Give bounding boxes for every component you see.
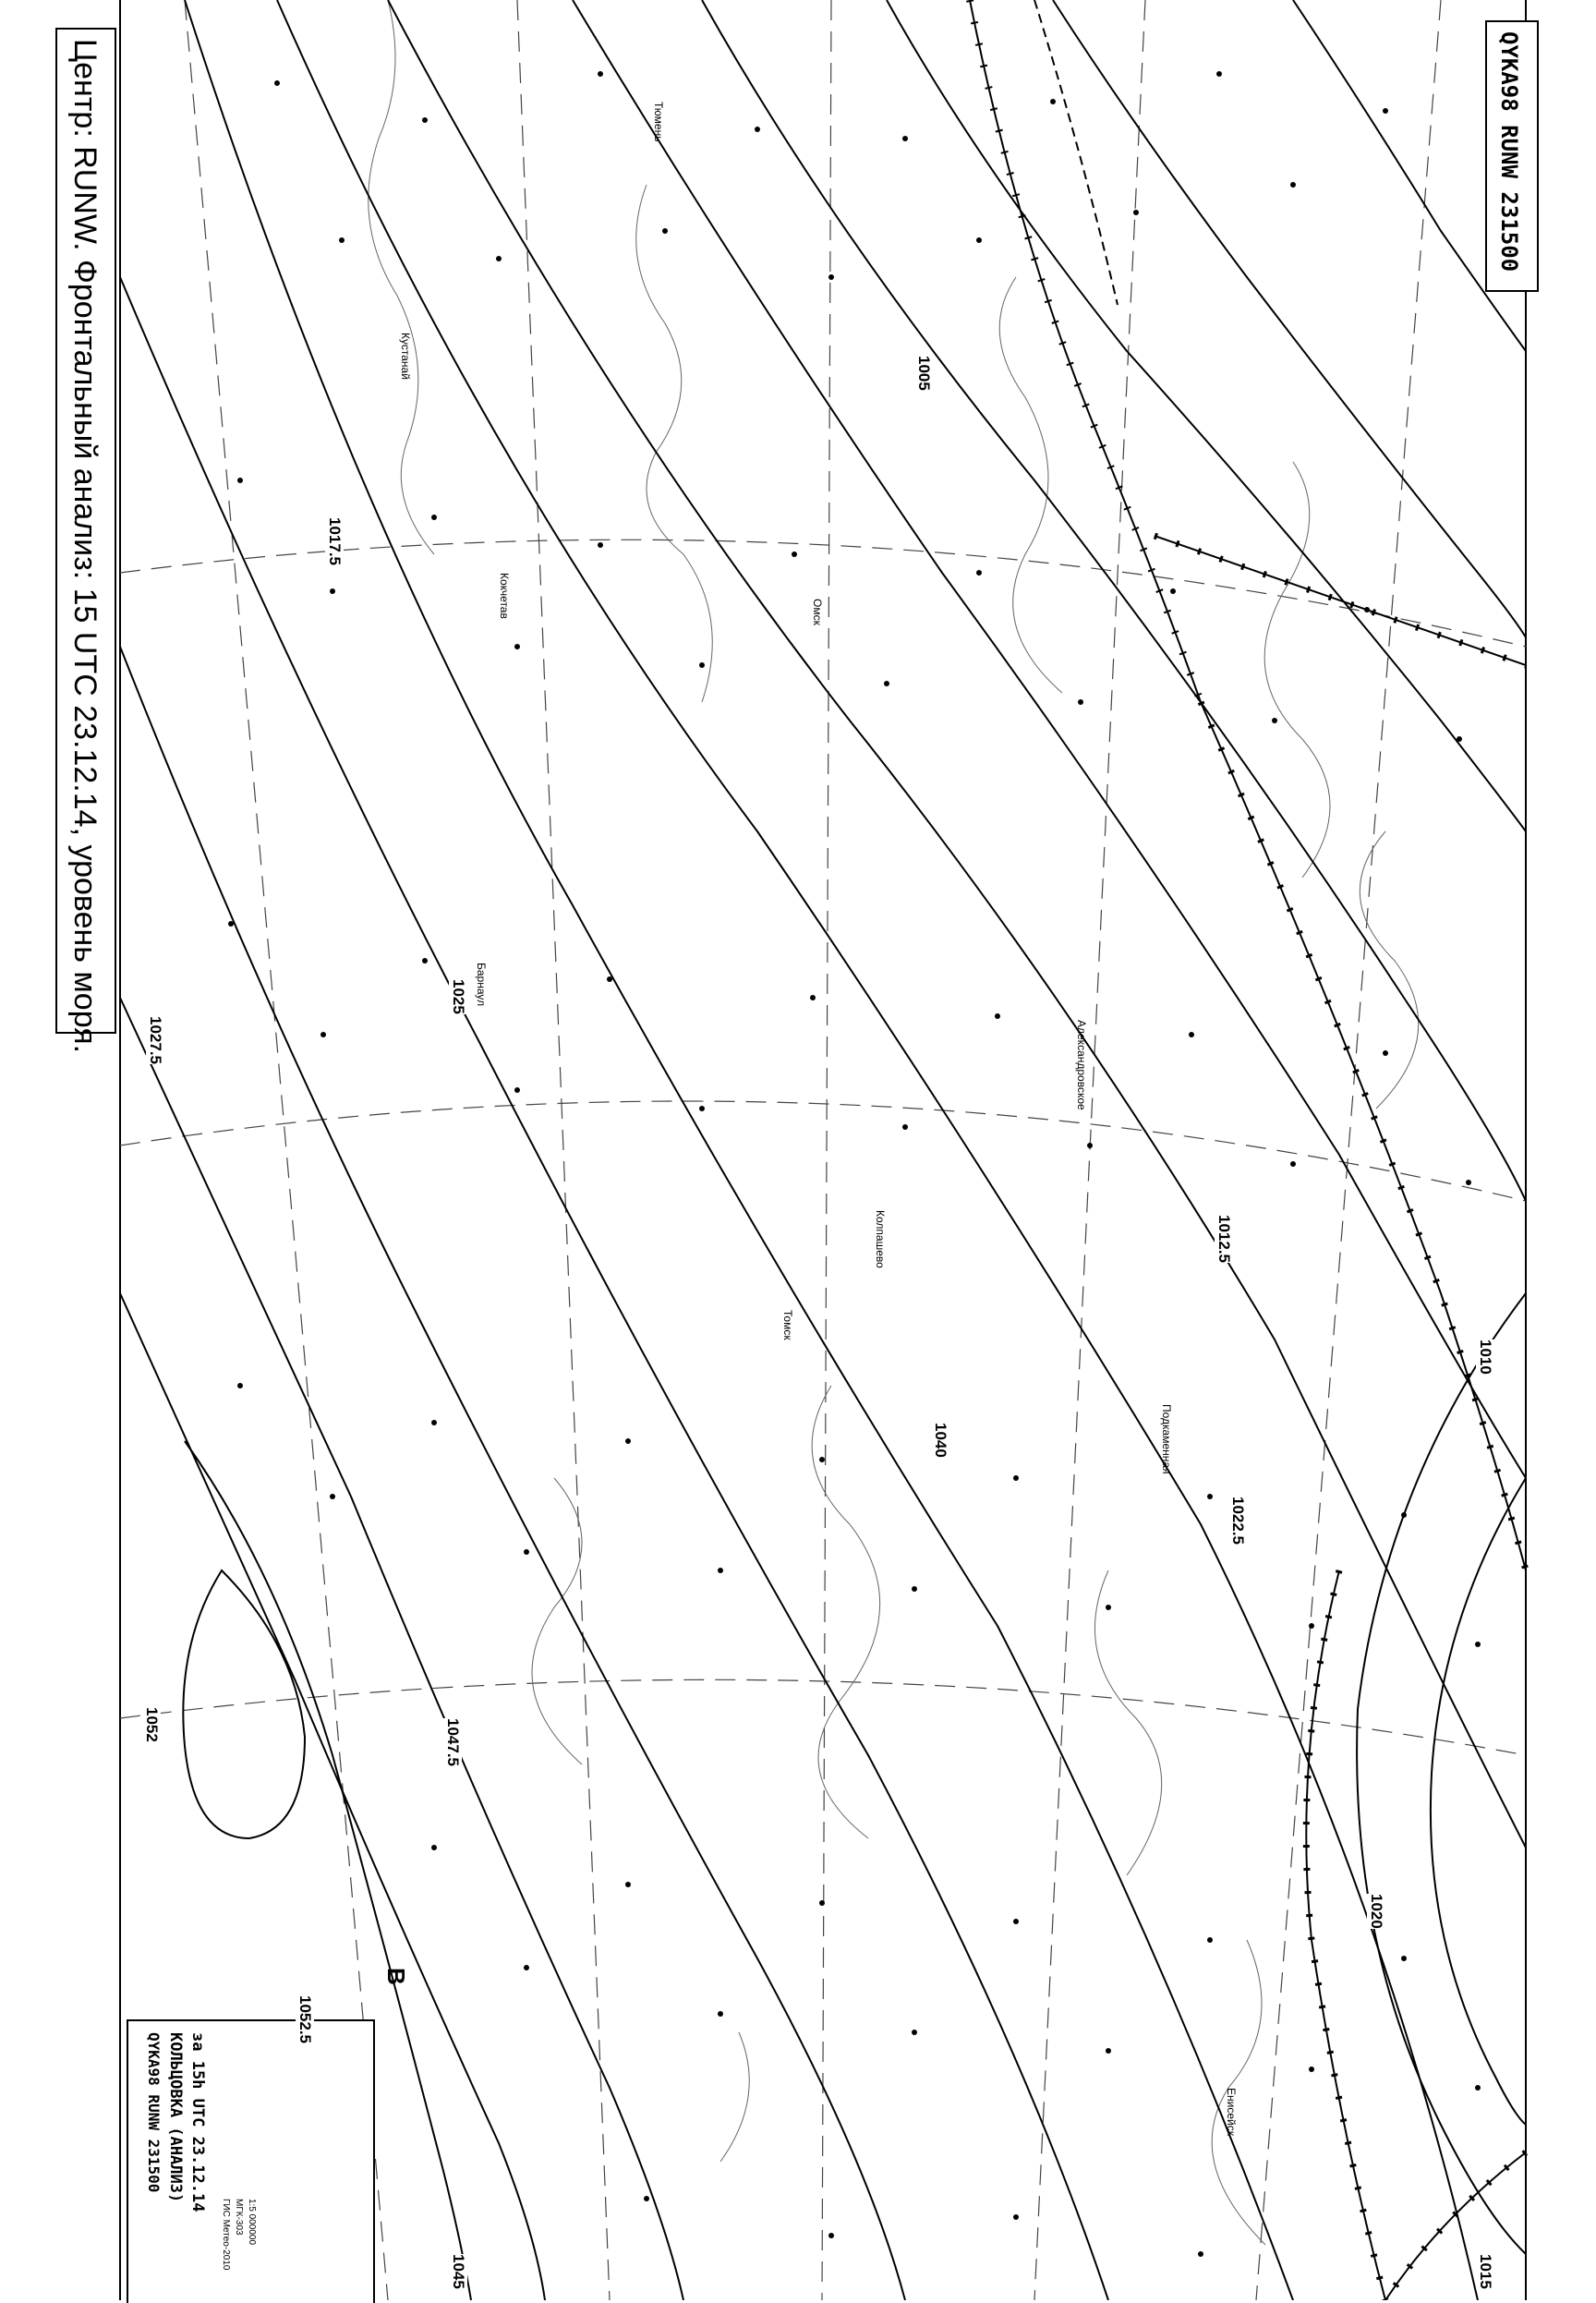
- isobar-label: 1052.5: [296, 1995, 314, 2043]
- isobar-label: 1017.5: [326, 517, 344, 565]
- isobar-label: 1022.5: [1229, 1497, 1247, 1545]
- high-pressure-center: В: [382, 1968, 410, 1985]
- isobar-label: 1010: [1477, 1339, 1494, 1375]
- station-name: Подкаменная: [1160, 1404, 1173, 1474]
- header-code: QYKA98 RUNW 231500: [1496, 31, 1522, 273]
- station-name: Кокчетав: [498, 573, 511, 619]
- isobar-label: 1012.5: [1215, 1215, 1233, 1263]
- info-box: [127, 2019, 375, 2303]
- isobar-label: 1052: [143, 1707, 161, 1742]
- info-software: ГИС Метео-2010: [221, 2199, 231, 2271]
- station-name: Томск: [781, 1310, 794, 1340]
- station-name: Омск: [811, 599, 824, 625]
- station-name: Барнаул: [475, 963, 488, 1007]
- info-line-2: КОЛЬЦОВКА (АНАЛИЗ): [166, 2032, 185, 2203]
- station-name: Енисейск: [1225, 2088, 1238, 2136]
- info-line-3: за 15h UTC 23.12.14: [188, 2032, 207, 2212]
- isobar-label: 1005: [915, 356, 933, 391]
- isobar-label: 1020: [1368, 1894, 1385, 1929]
- isobar-label: 1025: [450, 979, 467, 1014]
- info-scale: 1:5 000000: [247, 2199, 257, 2246]
- station-name: Тюмень: [652, 102, 665, 142]
- station-name: Кустанай: [399, 333, 412, 380]
- isobar-label: 1047.5: [444, 1718, 462, 1766]
- info-software-2: МГК-303: [234, 2199, 244, 2236]
- station-name: Колпашево: [874, 1210, 887, 1268]
- map-title: Центр: RUNW. Фронтальный анализ: 15 UTC 23.12.14, уровень моря.: [67, 39, 103, 1054]
- isobar-label: 1040: [932, 1423, 949, 1458]
- isobar-label: 1027.5: [147, 1016, 164, 1064]
- info-line-1: QYKA98 RUNW 231500: [145, 2032, 163, 2193]
- station-name: Александровское: [1075, 1020, 1088, 1110]
- isobar-label: 1045: [450, 2254, 467, 2289]
- isobar-label: 1015: [1477, 2254, 1494, 2289]
